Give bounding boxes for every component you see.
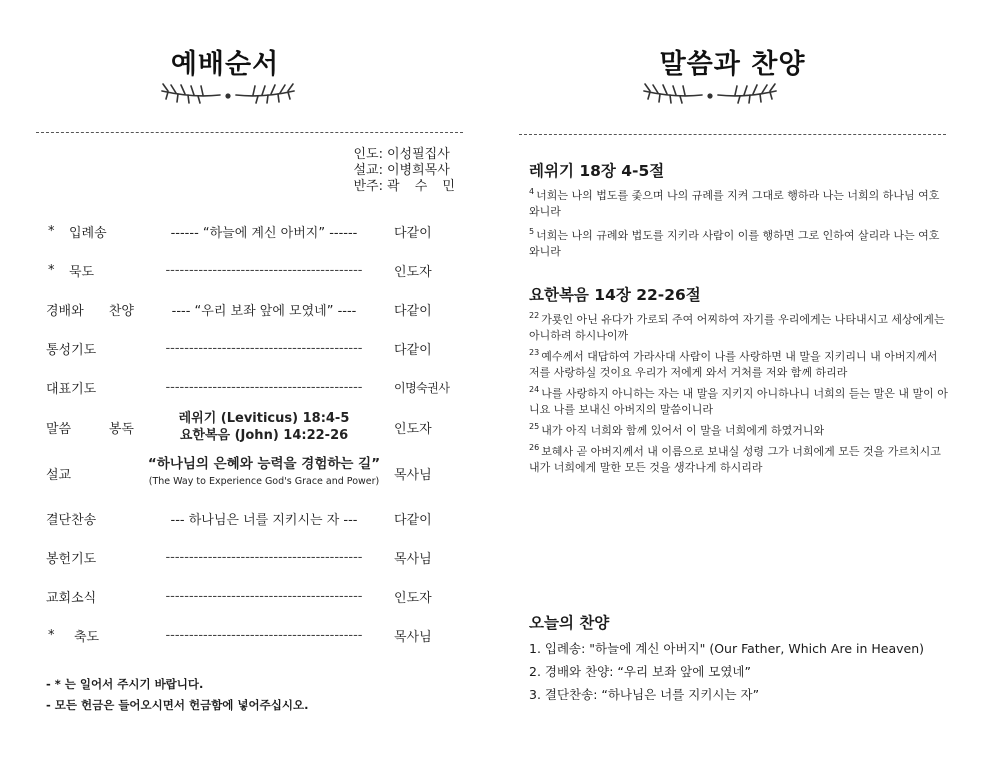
verse: $^4$ 너희는 나의 법도를 좇으며 나의 규례를 지켜 그대로 행하라 나는 너희의 하나님 여호와니라 <box>529 187 940 218</box>
order-item-scripture-reading <box>46 407 458 447</box>
verse: $^{26}$ 보혜사 곧 아버지께서 내 이름으로 보내실 성령 그가 너희에게 모든 것을 가르치시고 내가 너희에게 말한 모든 것을 생각나게 하시리라 <box>529 443 941 474</box>
hymn-item: 2. 경배와 찬양: “우리 보좌 앞에 모였네” <box>529 664 751 679</box>
sermon-title: “하나님의 은혜와 능력을 경험하는 길” <box>147 456 381 472</box>
order-item-detail <box>134 410 394 444</box>
order-item-representative-prayer <box>46 368 458 407</box>
verse: $^{25}$ 내가 아직 너희와 함께 있어서 이 말을 너희에게 하였거니와 <box>529 422 825 437</box>
order-item-offering-prayer <box>46 538 458 577</box>
order-item-unison-prayer <box>46 329 458 368</box>
order-item-leader: 인도자 <box>394 265 432 280</box>
order-item-silent-prayer <box>46 251 458 290</box>
order-item-detail: ------------------------------------------ <box>165 341 363 356</box>
order-of-service-list <box>46 212 458 655</box>
order-item-benediction <box>46 616 458 655</box>
officiant-accompanist: 반주: 곽 수 민 <box>353 179 455 194</box>
order-item-label: 통성기도 <box>46 343 97 358</box>
scripture-heading-john: 요한복음 14장 22-26절 <box>529 286 701 304</box>
verse: $^{22}$ 가룟인 아닌 유다가 가로되 주여 어찌하여 자기를 우리에게는 나타내시고 세상에게는 아니하려 하시나이까 <box>529 311 945 342</box>
officiants-block <box>330 147 455 195</box>
order-item-label: 축도 <box>74 630 100 645</box>
order-item-detail: ------------------------------------------ <box>165 589 363 604</box>
order-item-praise-worship <box>46 290 458 329</box>
hymn-list <box>529 637 949 706</box>
order-item-entrance-hymn <box>46 212 458 251</box>
verse: $^{23}$ 예수께서 대답하여 가라사대 사람이 나를 사랑하면 내 말을 지키리니 내 아버지께서 저를 사랑하실 것이요 우리가 저에게 와서 거처를 저와 함께 하리라 <box>529 348 938 379</box>
order-item-label: 입례송 <box>69 226 107 241</box>
scripture-heading-leviticus: 레위기 18장 4-5절 <box>529 162 665 180</box>
order-item-detail: --- 하나님은 너를 지키시는 자 --- <box>170 513 358 528</box>
order-item-label: 묵도 <box>69 265 95 280</box>
order-item-leader: 목사님 <box>394 467 432 483</box>
order-item-label: 교회소식 <box>46 591 97 606</box>
note-standing: - * 는 일어서 주시기 바랍니다. <box>46 677 204 691</box>
laurel-ornament-icon <box>640 78 780 108</box>
order-item-decision-hymn <box>46 499 458 538</box>
verse: $^{24}$ 나를 사랑하지 아니하는 자는 내 말을 지키지 아니하나니 너희의 듣는 말은 내 말이 아니요 나를 보내신 아버지의 말씀이니라 <box>529 385 948 416</box>
order-item-detail <box>134 456 394 490</box>
order-item-leader: 인도자 <box>394 591 432 606</box>
scripture-leviticus-verses <box>529 188 949 265</box>
standing-marker: * <box>48 628 55 643</box>
order-item-leader: 다같이 <box>394 304 432 319</box>
order-item-detail: ------ “하늘에 계신 아버지” ------ <box>170 226 358 241</box>
scripture-john-verses <box>529 312 949 481</box>
order-item-label: 말씀 봉독 <box>46 421 134 437</box>
order-item-leader: 목사님 <box>394 552 432 567</box>
order-item-leader: 이명숙권사 <box>394 381 450 395</box>
hymn-item: 3. 결단찬송: “하나님은 너를 지키시는 자” <box>529 687 760 702</box>
order-item-leader: 다같이 <box>394 513 432 528</box>
standing-marker: * <box>48 224 55 239</box>
todays-hymns-heading: 오늘의 찬양 <box>529 614 610 632</box>
scripture-ref-2: 요한복음 (John) 14:22-26 <box>179 428 349 443</box>
standing-marker: * <box>48 263 55 278</box>
order-item-label: 봉헌기도 <box>46 552 97 567</box>
word-and-praise-title: 말씀과 찬양 <box>659 49 806 80</box>
officiant-preacher: 설교: 이병희목사 <box>353 163 450 178</box>
order-item-sermon <box>46 447 458 499</box>
order-item-detail: ---- “우리 보좌 앞에 모였네” ---- <box>171 304 357 319</box>
laurel-ornament-icon <box>158 78 298 108</box>
order-item-label: 결단찬송 <box>46 513 97 528</box>
order-item-label: 경배와 찬양 <box>46 304 134 319</box>
order-item-label: 설교 <box>46 467 72 483</box>
note-offering: - 모든 헌금은 들어오시면서 헌금함에 넣어주십시오. <box>46 698 309 712</box>
officiant-leader: 인도: 이성필집사 <box>353 147 450 162</box>
sermon-title-english: (The Way to Experience God's Grace and Power) <box>148 476 380 487</box>
order-item-detail: ------------------------------------------ <box>165 628 363 643</box>
hymn-item: 1. 입례송: "하늘에 계신 아버지" (Our Father, Which Are in Heaven) <box>529 641 924 656</box>
order-item-leader: 다같이 <box>394 343 432 358</box>
order-item-leader: 다같이 <box>394 226 432 241</box>
order-of-worship-title: 예배순서 <box>170 49 280 80</box>
order-item-detail: ------------------------------------------ <box>165 380 363 395</box>
left-divider <box>36 132 463 133</box>
order-item-label: 대표기도 <box>46 382 97 397</box>
order-item-detail: ------------------------------------------ <box>165 550 363 565</box>
order-item-church-news <box>46 577 458 616</box>
verse: $^5$ 너희는 나의 규례와 법도를 지키라 사람이 이를 행하면 그로 인하여 살리라 나는 여호와니라 <box>529 227 940 258</box>
order-item-detail: ------------------------------------------ <box>165 263 363 278</box>
order-item-leader: 목사님 <box>394 630 432 645</box>
right-divider <box>519 134 946 135</box>
notes-block <box>46 674 308 716</box>
order-item-leader: 인도자 <box>394 421 432 437</box>
scripture-ref-1: 레위기 (Leviticus) 18:4-5 <box>178 411 350 426</box>
